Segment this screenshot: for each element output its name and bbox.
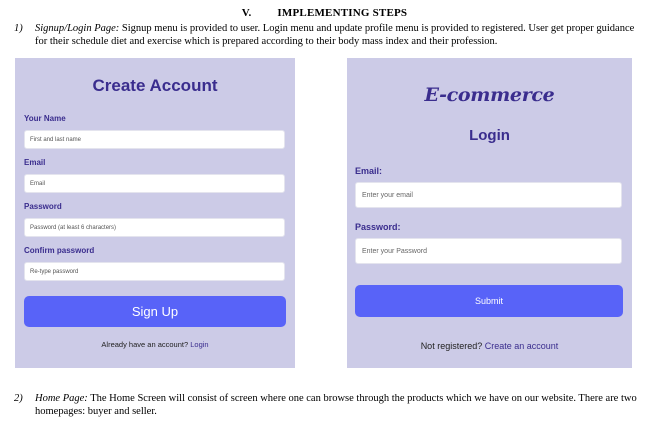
login-password-input[interactable]: Enter your Password (355, 238, 622, 264)
paragraph-lead: Home Page: (35, 393, 88, 404)
login-footer (347, 341, 632, 351)
confirm-password-label: Confirm password (24, 246, 95, 255)
paragraph-text: Signup menu is provided to user. Login menu and update profile menu is provided to registered. User get proper guidance for their schedule diet and exercise which is prepared according to their body mass index and their profession. (35, 23, 635, 47)
email-label: Email (24, 158, 46, 167)
confirm-password-input[interactable]: Re-type password (24, 262, 285, 281)
section-heading (0, 7, 649, 19)
section-number: V. (241, 7, 252, 19)
paragraph-body (35, 392, 639, 418)
paragraph-text: The Home Screen will consist of screen where one can browse through the products which we have on our website. There are two homepages: buyer and seller. (35, 393, 637, 417)
list-index: 2) (14, 393, 23, 404)
list-index: 1) (14, 23, 23, 34)
password-input[interactable]: Password (at least 6 characters) (24, 218, 285, 237)
signup-title: Create Account (92, 76, 218, 95)
paragraph-lead: Signup/Login Page: (35, 23, 120, 34)
login-password-label: Password: (355, 222, 401, 232)
login-email-input[interactable]: Enter your email (355, 182, 622, 208)
name-label: Your Name (24, 114, 66, 123)
section-title: IMPLEMENTING STEPS (277, 7, 408, 19)
paragraph-signup-login (14, 22, 639, 50)
login-screenshot (347, 58, 632, 368)
signup-footer-text: Already have an account? (101, 340, 189, 349)
paragraph-home-page (14, 392, 639, 420)
login-title: Login (469, 127, 510, 144)
email-input[interactable]: Email (24, 174, 285, 193)
login-footer-text: Not registered? (420, 341, 483, 351)
signup-screenshot (15, 58, 295, 368)
sign-up-button[interactable]: Sign Up (24, 296, 286, 327)
login-link[interactable]: Login (190, 340, 209, 349)
signup-footer (15, 340, 295, 349)
name-input[interactable]: First and last name (24, 130, 285, 149)
create-account-link[interactable]: Create an account (484, 341, 559, 351)
password-label: Password (24, 202, 62, 211)
paragraph-body (35, 22, 639, 48)
login-email-label: Email: (355, 166, 383, 176)
brand-logo: E-commerce (424, 84, 555, 106)
submit-button[interactable]: Submit (355, 285, 623, 317)
